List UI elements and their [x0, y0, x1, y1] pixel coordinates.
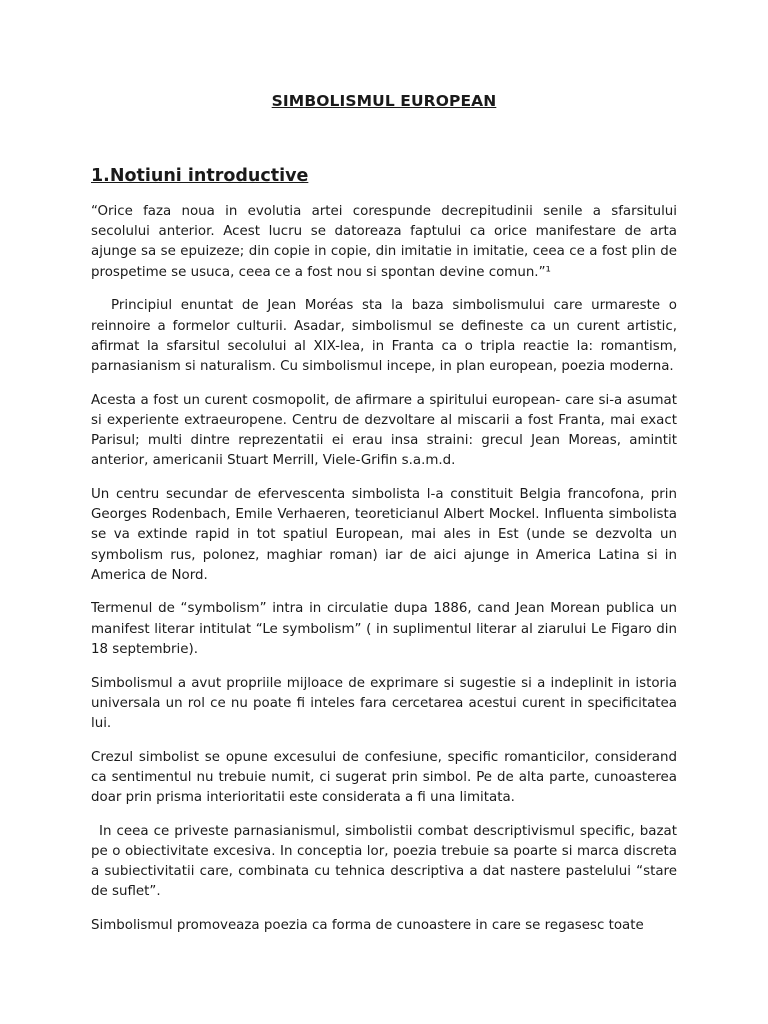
paragraph-quote: “Orice faza noua in evolutia artei corespunde decrepitudinii senile a sfarsitului secolului anterior. Acest lucru se datoreaza faptului ca orice manifestare de arta ajunge sa se epuizeze; din copie in copie, din imitatie in imitatie, ceea ce a fost plin de prospetime se usuca, ceea ce a fost nou si spontan devine comun.”¹: [91, 204, 677, 280]
paragraph-parnassianism: In ceea ce priveste parnasianismul, simbolistii combat descriptivismul specific, bazat pe o obiectivitate excesiva. In conceptia lor, poezia trebuie sa poarte si marca discreta a subiectivitatii care, combinata cu tehnica descriptiva a dat nastere pastelului “stare de suflet”.: [91, 823, 677, 900]
body-text: [91, 202, 677, 950]
paragraph-belgium: Un centru secundar de efervescenta simbolista l-a constituit Belgia francofona, prin Georges Rodenbach, Emile Verhaeren, teoreticianul Albert Mockel. Influenta simbolista se va extinde rapid in tot spatiul European, mai ales in Est (unde se dezvolta un symbolism rus, polonez, maghiar roman) iar de aici ajunge in America Latina si in America de Nord.: [91, 486, 677, 583]
document-title: SIMBOLISMUL EUROPEAN: [271, 92, 497, 110]
paragraph-moreas-principle: Principiul enuntat de Jean Moréas sta la baza simbolismului care urmareste o reinnoire a formelor culturii. Asadar, simbolismul se defineste ca un curent artistic, afirmat la sfarsitul secolului al XIX-lea, in Franta ca o tripla reactie la: romantism, parnasianism si naturalism. Cu simbolismul incepe, in plan european, poezia moderna.: [91, 298, 677, 374]
paragraph-knowledge-form: Simbolismul promoveaza poezia ca forma de cunoastere in care se regasesc toate: [91, 918, 644, 934]
paragraph-term-origin: Termenul de “symbolism” intra in circulatie dupa 1886, cand Jean Morean publica un manifest literar intitulat “Le symbolism” ( in suplimentul literar al ziarului Le Figaro din 18 septembrie).: [91, 601, 677, 657]
paragraph-means-of-expression: Simbolismul a avut propriile mijloace de exprimare si sugestie si a indeplinit in istoria universala un rol ce nu poate fi inteles fara cercetarea acestui curent in specificitatea lui.: [91, 675, 677, 731]
paragraph-cosmopolitan: Acesta a fost un curent cosmopolit, de afirmare a spiritului european- care si-a asumat si experiente extraeuropene. Centru de dezvoltare al miscarii a fost Franta, mai exact Parisul; multi dintre reprezentatii ei erau insa straini: grecul Jean Moreas, amintit anterior, americanii Stuart Merrill, Viele-Grifin s.a.m.d.: [91, 392, 677, 469]
section-heading: 1.Notiuni introductive: [91, 166, 309, 186]
paragraph-symbolist-creed: Crezul simbolist se opune excesului de confesiune, specific romanticilor, considerand ca sentimentul nu trebuie numit, ci sugerat prin simbol. Pe de alta parte, cunoasterea doar prin prisma interioritatii este considerata a fi una limitata.: [91, 749, 677, 806]
document-page: [91, 0, 677, 1024]
